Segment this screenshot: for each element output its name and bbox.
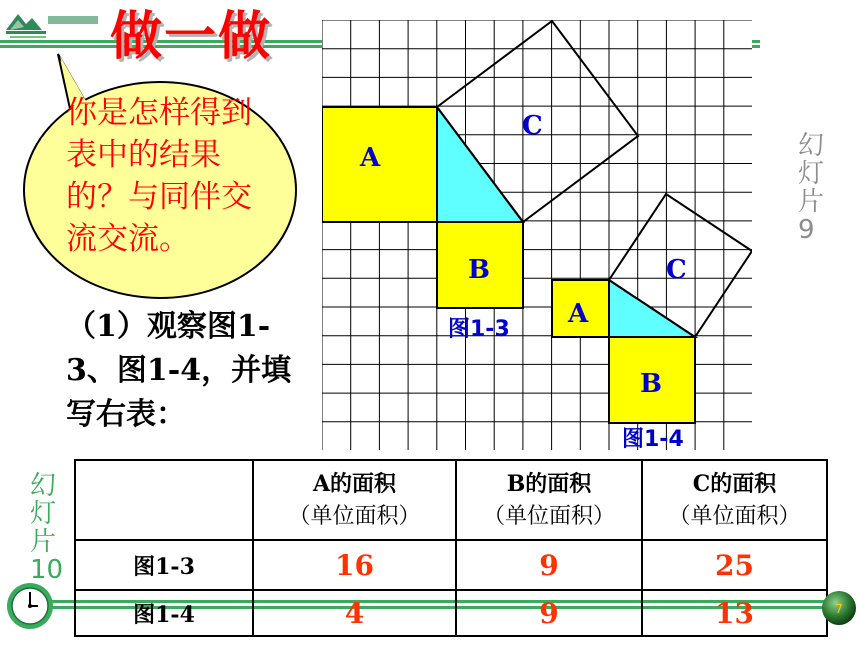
cell-area-c: 25 [642, 540, 827, 590]
table-corner [75, 460, 253, 540]
area-table [74, 459, 828, 637]
cell-area-b: 9 [456, 540, 642, 590]
page-number: 7 [835, 602, 843, 616]
bubble-question: 你是怎样得到表中的结果的？与同伴交流交流。 [66, 95, 252, 257]
table-row [75, 540, 827, 590]
header-a-unit: （单位面积） [288, 503, 421, 529]
slide-label-left: 幻灯片10 [30, 471, 64, 585]
header-b-unit: （单位面积） [482, 503, 615, 529]
label-c-fig3: C [522, 111, 543, 141]
label-b-fig4: B [640, 369, 662, 399]
caption-fig3: 图1-3 [448, 317, 510, 342]
slide-label-right: 幻灯片9 [798, 131, 825, 245]
label-a-fig3: A [360, 143, 381, 173]
label-c-fig4: C [666, 255, 687, 285]
header-c-unit: （单位面积） [668, 503, 801, 529]
page-title: 做一做 [110, 7, 273, 67]
header-area-a [253, 460, 456, 540]
header-c-label: C的面积 [692, 470, 777, 497]
row-label: 图1-4 [75, 590, 253, 636]
cell-area-a: 4 [253, 590, 456, 636]
header-area-b [456, 460, 642, 540]
header-a-label: A的面积 [312, 470, 397, 497]
header-b-label: B的面积 [506, 470, 592, 497]
page-number-badge[interactable] [820, 589, 858, 627]
row-label: 图1-3 [75, 540, 253, 590]
label-a-fig4: A [568, 299, 589, 329]
header-area-c [642, 460, 827, 540]
instruction-text: （1）观察图1-3、图1-4，并填写右表： [66, 309, 292, 432]
grid-diagram [322, 20, 752, 450]
clock-icon [4, 576, 56, 632]
cell-area-c: 13 [642, 590, 827, 636]
cell-area-a: 16 [253, 540, 456, 590]
caption-fig4: 图1-4 [622, 427, 684, 450]
publisher-logo [2, 4, 102, 40]
table-row [75, 590, 827, 636]
label-b-fig3: B [468, 255, 490, 285]
cell-area-b: 9 [456, 590, 642, 636]
